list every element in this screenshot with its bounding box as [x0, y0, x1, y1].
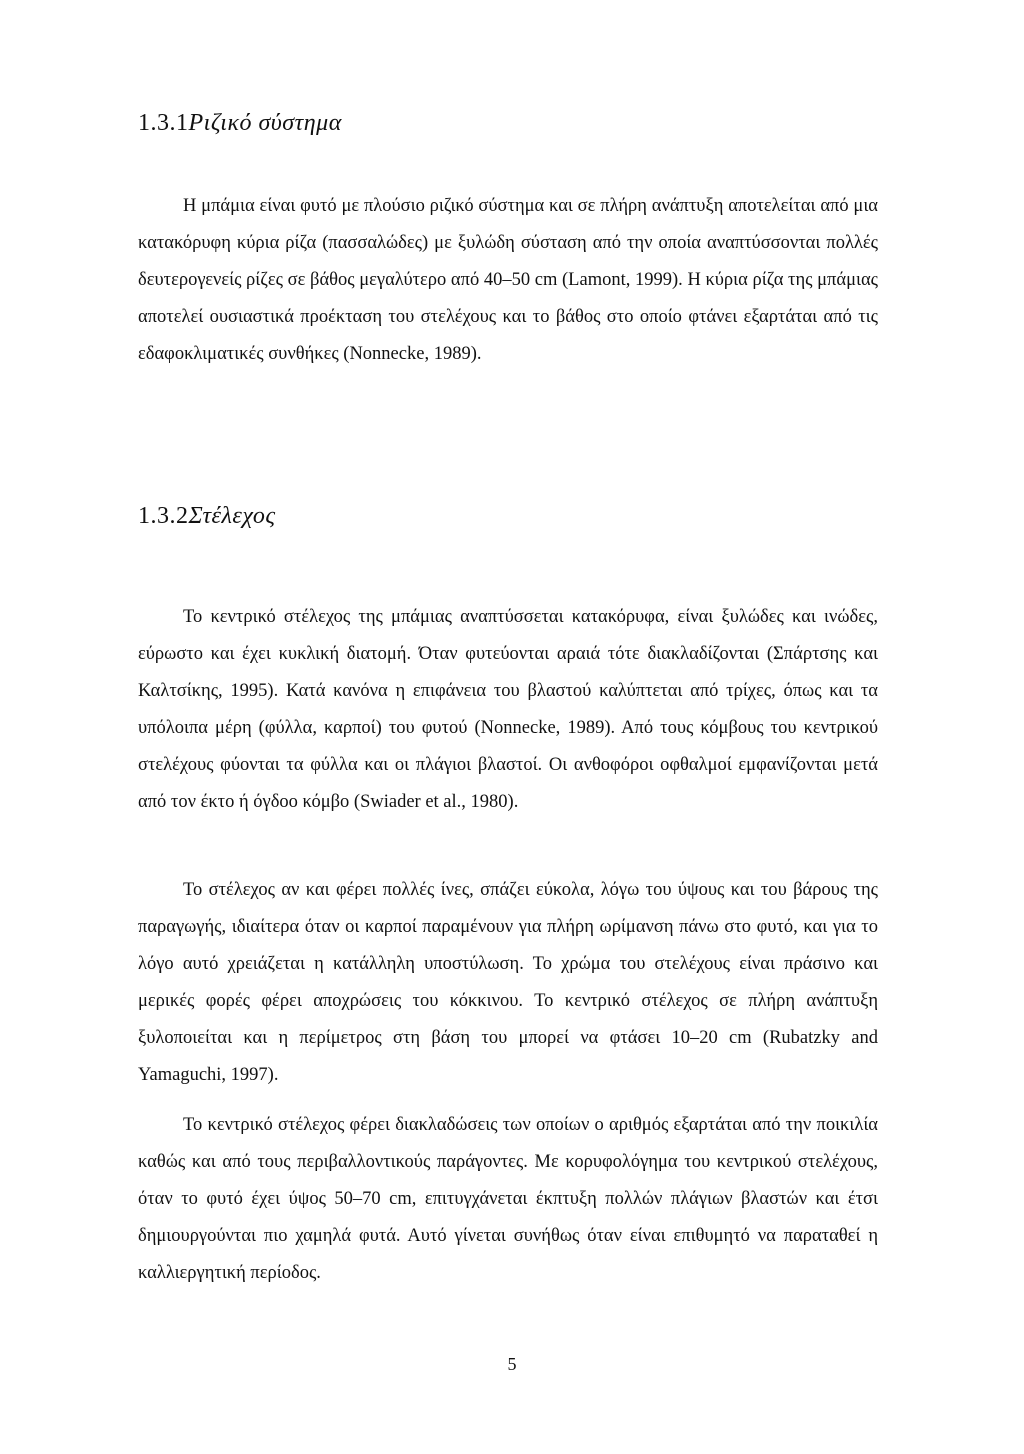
- page-number: 5: [507, 1354, 517, 1374]
- section-title: Στέλεχος: [188, 503, 276, 529]
- section-number: 1.3.2: [138, 503, 189, 529]
- section-heading-root-system: [138, 110, 342, 137]
- paragraph-stem-1: Το κεντρικό στέλεχος της μπάμιας αναπτύσσεται κατακόρυφα, είναι ξυλώδες και ινώδες, εύρωστο και έχει κυκλική διατομή. Όταν φυτεύονται αραιά τότε διακλαδίζονται (Σπάρτσης και Καλτσίκης, 1995). Κατά κανόνα η επιφάνεια του βλαστού καλύπτεται από τρίχες, όπως και τα υπόλοιπα μέρη (φύλλα, καρποί) του φυτού (Nonnecke, 1989). Από τους κόμβους του κεντρικού στελέχους φύονται τα φύλλα και οι πλάγιοι βλαστοί. Οι ανθοφόροι οφθαλμοί εμφανίζονται μετά από τον έκτο ή όγδοο κόμβο (Swiader et al., 1980).: [138, 607, 878, 812]
- paragraph-stem-2: Το στέλεχος αν και φέρει πολλές ίνες, σπάζει εύκολα, λόγω του ύψους και του βάρους της παραγωγής, ιδιαίτερα όταν οι καρποί παραμένουν για πλήρη ωρίμανση πάνω στο φυτό, και για το λόγο αυτό χρειάζεται η κατάλληλη υποστύλωση. Το χρώμα του στελέχους είναι πράσινο και μερικές φορές φέρει αποχρώσεις του κόκκινου. Το κεντρικό στέλεχος σε πλήρη ανάπτυξη ξυλοποιείται και η περίμετρος στη βάση του μπορεί να φτάσει 10–20 cm (Rubatzky and Yamaguchi, 1997).: [138, 880, 878, 1085]
- section-title: Ριζικό σύστημα: [188, 110, 342, 136]
- paragraph-stem-3: Το κεντρικό στέλεχος φέρει διακλαδώσεις των οποίων ο αριθμός εξαρτάται από την ποικιλία καθώς και από τους περιβαλλοντικούς παράγοντες. Με κορυφολόγημα του κεντρικού στελέχους, όταν το φυτό έχει ύψος 50–70 cm, επιτυγχάνεται έκπτυξη πολλών πλάγιων βλαστών και έτσι δημιουργούνται πιο χαμηλά φυτά. Αυτό γίνεται συνήθως όταν είναι επιθυμητό να παραταθεί η καλλιεργητική περίοδος.: [138, 1115, 878, 1283]
- section-heading-stem: [138, 503, 276, 530]
- section-number: 1.3.1: [138, 110, 189, 136]
- paragraph-root-system: Η μπάμια είναι φυτό με πλούσιο ριζικό σύστημα και σε πλήρη ανάπτυξη αποτελείται από μια κατακόρυφη κύρια ρίζα (πασσαλώδες) με ξυλώδη σύσταση από την οποία αναπτύσσονται πολλές δευτερογενείς ρίζες σε βάθος μεγαλύτερο από 40–50 cm (Lamont, 1999). Η κύρια ρίζα της μπάμιας αποτελεί ουσιαστικά προέκταση του στελέχους και το βάθος στο οποίο φτάνει εξαρτάται από τις εδαφοκλιματικές συνθήκες (Nonnecke, 1989).: [138, 196, 878, 364]
